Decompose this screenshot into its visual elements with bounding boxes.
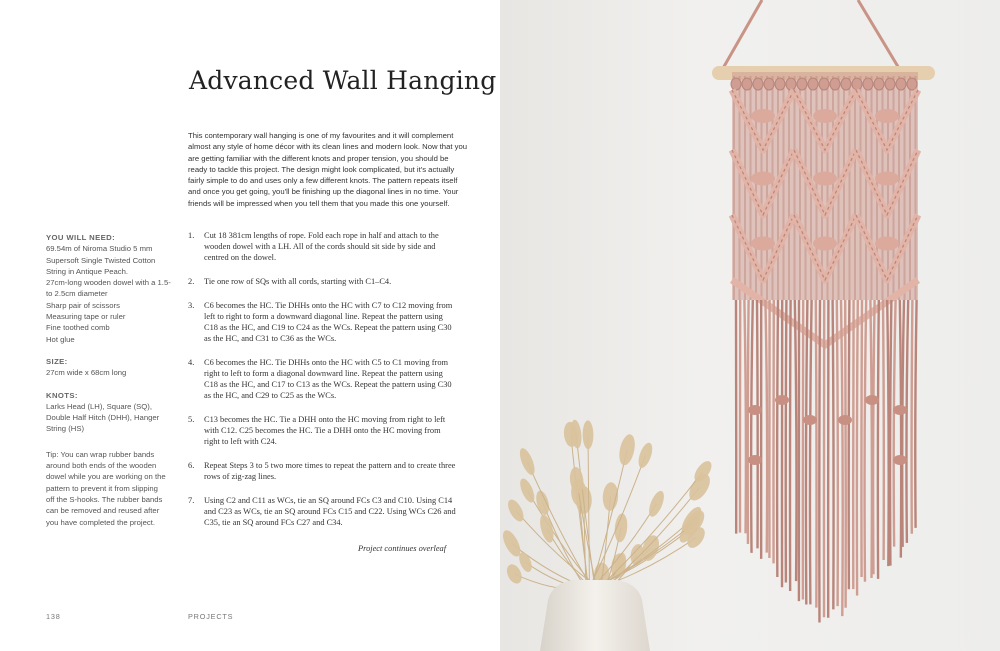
fringe-cord [890,300,891,566]
fringe-knot [803,415,817,425]
fringe-cord [777,300,778,577]
larks-head-knot [786,78,796,90]
size-value: 27cm wide x 68cm long [46,368,127,378]
you-will-need-label: YOU WILL NEED: [46,233,116,242]
square-knot [875,109,899,123]
fringe-knot [893,405,907,415]
square-knot [875,237,899,251]
tip-line: off the S-hooks. The rubber bands [46,494,163,504]
knot-item: Larks Head (LH), Square (SQ), [46,401,152,411]
continues-note: Project continues overleaf [358,544,447,553]
square-knot [813,109,837,123]
step-number: 1. [188,231,195,240]
larks-head-knot [896,78,906,90]
material-item: Fine toothed comb [46,323,110,333]
fringe-cord [833,300,834,609]
you-will-need-block [46,232,171,345]
bunny-tail-head [583,420,594,449]
material-item: Sharp pair of scissors [46,300,120,310]
step-6 [188,460,458,482]
materials-sidebar [46,232,171,539]
larks-head-knot [731,78,741,90]
fringe-cord [915,300,916,528]
fringe-cord [845,300,846,608]
larks-head-knot [753,78,763,90]
larks-head-knot [830,78,840,90]
hanger-string [722,0,900,70]
larks-head-knot [819,78,829,90]
tip-block [46,449,171,528]
step-text: C6 becomes the HC. Tie DHHs onto the HC with C5 to C1 moving from right to left to form a diagonal downward line. Repeat the pattern using C18 as the HC, and C17 to C13 as the WCs. Repeat the pattern using C30 as the HC, and C29 to C25 as the WCs. [204,357,452,401]
larks-head-knot [797,78,807,90]
fringe-knot [838,415,852,425]
page-number: 138 [46,612,61,621]
larks-head-knot [863,78,873,90]
step-number: 6. [188,461,195,470]
fringe-cord [748,300,749,544]
larks-head-knot [852,78,862,90]
bunny-tail-grass [500,419,715,590]
fringe-cord [902,300,904,547]
fringe-cord [883,300,884,560]
tip-line: can be removed and reused after [46,506,160,516]
square-knot [813,172,837,186]
fringe-cord [816,300,817,608]
tip-line: you have completed the project. [46,517,155,527]
size-block [46,356,171,379]
fringe-knot [865,395,879,405]
intro-paragraph: This contemporary wall hanging is one of my favourites and it will complement almost any style of home décor with its clean lines and modern look. Now that you are getting familiar with the different knots and proper tension, you should be ready to tackle this project. The design might look complicated, but it's actually fairly simple to do and uses only a few different knots. The pattern repeats itself and once you get going, you'll be finishing up the diagonal lines in no time. Your friends will be impressed when you tell them that you made this one yourself. [188,131,468,208]
material-item: Measuring tape or ruler [46,312,126,322]
material-item: Supersoft Single Twisted Cotton [46,255,156,265]
square-knot [751,237,775,251]
step-number: 2. [188,277,195,286]
fringe-knot [775,395,789,405]
bunny-tail-head [517,477,537,505]
fringe-cord [873,300,874,574]
larks-head-knot [742,78,752,90]
material-item: 27cm-long wooden dowel with a 1.5- [46,278,171,288]
bunny-tail-head [636,441,655,470]
fringe-cord [841,300,843,616]
fringe-cord [870,300,871,578]
larks-head-knot [808,78,818,90]
tip-line: pattern to prevent it from slipping [46,483,158,493]
bunny-tail-head [646,489,667,519]
fringe-cord [861,300,862,577]
fringe-cord [765,300,767,553]
tip-line: dowel while you are working on the [46,472,166,482]
material-item: 69.54m of Niroma Studio 5 mm [46,244,153,254]
fringe-cord [878,300,879,579]
fringe-cord [819,300,820,622]
bunny-tail-head [617,433,638,467]
instruction-steps [188,230,458,541]
step-3 [188,300,458,345]
fringe-cord [912,300,913,534]
ceramic-vase [540,580,650,651]
fringe-knot [893,455,907,465]
step-4 [188,357,458,402]
fringe-cords [736,300,917,622]
knots-label: KNOTS: [46,390,78,400]
fringe-cord [757,300,758,548]
fringe-cord [837,300,838,606]
step-text: Using C2 and C11 as WCs, tie an SQ around FCs C3 and C10. Using C14 and C23 as WCs, tie an SQ around FCs C15 and C22. Using WCs C26 and C35, tie an SQ around FCs C27 and C34. [204,495,456,528]
step-text: Cut 18 381cm lengths of rope. Fold each rope in half and attach to the wooden dowel with a LH. All of the cords should sit side by side and centred on the dowel. [204,231,439,263]
page-title: Advanced Wall Hanging [189,66,497,95]
fringe-cord [865,300,867,582]
larks-head-knot [885,78,895,90]
step-7 [188,495,458,529]
fringe-cord [906,300,908,543]
step-2 [188,276,458,287]
step-number: 7. [188,495,195,505]
square-knot [813,237,837,251]
larks-head-knot [874,78,884,90]
tip-line: around both ends of the wooden [46,461,157,471]
step-text: C13 becomes the HC. Tie a DHH onto the HC moving from right to left with C12. C25 becomes the HC. Tie a DHH onto the HC moving from right to left with C24. [204,415,446,447]
fringe-cord [790,300,791,591]
larks-head-knot [775,78,785,90]
step-text: C6 becomes the HC. Tie DHHs onto the HC with C7 to C12 moving from left to right to form a downward diagonal line. Repeat the pattern using C18 as the HC, and C19 to C24 as the WCs. Repeat the pattern using C30 as the HC, and C31 to C36 as the WCs. [204,300,453,344]
fringe-cord [795,300,797,581]
tip-line: Tip: You can wrap rubber bands [46,449,155,459]
knot-item: String (HS) [46,424,85,434]
size-label: SIZE: [46,356,68,366]
fringe-cord [744,300,746,533]
macrame-wall-hanging-photo [500,0,1000,651]
material-item: Hot glue [46,334,75,344]
fringe-cord [751,300,753,553]
step-text: Tie one row of SQs with all cords, starting with C1–C4. [204,277,392,286]
material-item: String in Antique Peach. [46,266,129,276]
knots-block [46,390,171,435]
grass-stem [588,435,589,590]
fringe-cord [887,300,888,566]
fringe-cord [806,300,807,604]
bunny-tail-head [517,446,538,477]
photo-page [500,0,1000,651]
fringe-cord [810,300,812,604]
fringe-cord [900,300,901,558]
step-number: 3. [188,300,195,310]
square-knot [751,172,775,186]
fringe-cord [849,300,850,589]
step-text: Repeat Steps 3 to 5 two more times to repeat the pattern and to create three rows of zig-zag lines. [204,461,456,482]
square-knot [751,109,775,123]
fringe-knot [748,405,762,415]
section-label: PROJECTS [188,612,234,621]
step-1 [188,230,458,264]
fringe-cord [894,300,896,547]
step-5 [188,414,458,448]
square-knot [875,172,899,186]
step-number: 4. [188,357,195,367]
fringe-cord [857,300,858,596]
fringe-cord [786,300,787,582]
knot-item: Double Half Hitch (DHH), Hanger [46,413,160,423]
larks-head-knot [907,78,917,90]
bunny-tail-head [534,489,551,516]
larks-head-knot [841,78,851,90]
step-number: 5. [188,415,195,424]
larks-head-knot [764,78,774,90]
fringe-knot [748,455,762,465]
material-item: to 2.5cm diameter [46,289,108,299]
